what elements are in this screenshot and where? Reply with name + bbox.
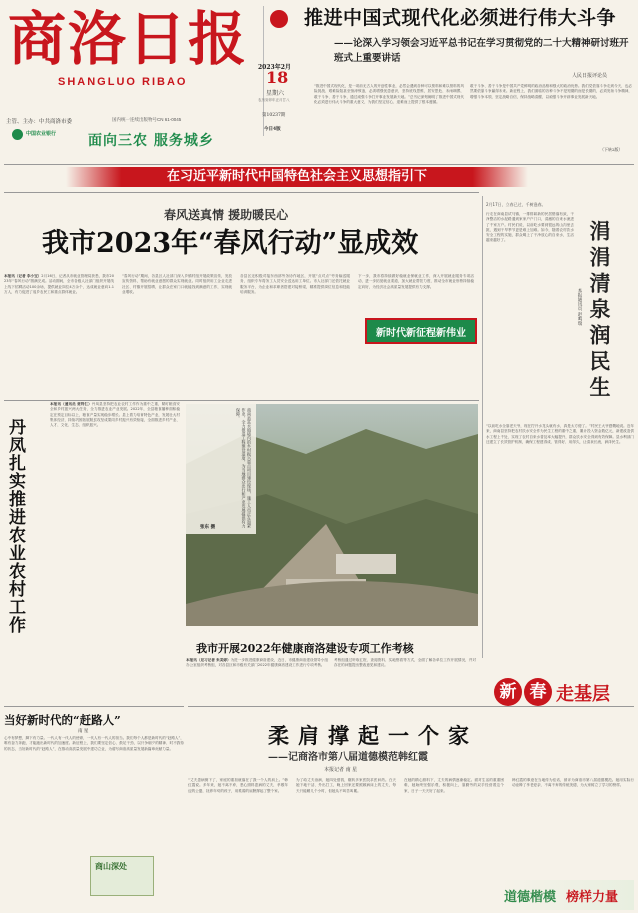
photo-credit: 张东 摄 [200, 525, 216, 530]
road-title: 当好新时代的“赶路人” [4, 713, 121, 727]
family-divider [188, 706, 634, 707]
new-spring-banner [490, 676, 630, 716]
farm-body: 本报讯（通讯员 贾利仁）丹凤县坚持把农业农村工作作为重中之重，紧盯粮食安全和乡村振兴两大任务，全力推进农业产业发展。2022年，全县粮食播种面积稳定在预定目标以上，粮食产量实现稳步增长。县上着力培育特色产业，发展壮大村集体经济，持续巩固拓展脱贫攻坚成果同乡村振兴有效衔接，全面推进乡村产业、人才、文化、生态、组织振兴。 [50, 402, 180, 428]
lead-source: 人民日报评论员 [572, 73, 608, 79]
side-title [584, 220, 620, 430]
top-divider [4, 164, 634, 165]
footer-ad-text: 道德楷模 [504, 890, 557, 905]
masthead-title: 商洛日报 [8, 5, 249, 73]
side-byline: 本报通讯员 赵鸣瑞 [577, 288, 582, 326]
issue-number: 第10237期 [262, 113, 286, 118]
bank-name: 中国农业银行 [26, 131, 57, 137]
new-spring-char-2: 春 [524, 678, 552, 706]
photo-caption-box [186, 404, 256, 534]
news-photo [186, 404, 478, 626]
lead-body-left: “推进中国式现代化，是一项前无古人的开创性事业，必然会遇到各种可以预料和难以预料的风险挑战、艰难险阻甚至惊涛骇浪，必须增强忧患意识，坚持底线思维，居安思危、未雨绸缪，敢于斗争、善于斗争，通过顽强斗争打开事业发展新天地。”总书记深刻阐明了推进中国式现代化必须进行伟大斗争的重大意义，为我们坚定信心、迎难而上提供了根本遵循。 [314, 84, 464, 104]
ad-slogan: 面向三农 服务城乡 [88, 133, 214, 149]
masthead-pinyin: SHANGLUO RIBAO [58, 76, 188, 88]
family-title: 柔肩撑起一个家 [268, 723, 478, 748]
side-column [486, 196, 634, 656]
main-col-2: “春风行动”期间，各县区人社部门深入乡镇村组开展政策宣传，发放宣传资料，帮助有就业意愿的群众实现就业。同时组织用工企业走进社区、村镇开展招聘，让群众在家门口就能找到满意的工作，实现就业增收。 [122, 274, 232, 294]
health-byline: 本报讯（见习记者 朱美婷） [186, 658, 231, 662]
road-author: 南 星 [78, 729, 89, 734]
date-month: 2023年2月 [258, 64, 291, 71]
date-day: 18 [266, 68, 289, 87]
main-kicker: 春风送真情 援助暖民心 [164, 208, 289, 222]
family-col-2: 为了给丈夫治病，她四处借钱，辗转多家医院求医问药。白天她下地干活、外出打工，晚上回家还要照顾病床上的丈夫，每天只能睡几个小时，但她从不叫苦叫累。 [296, 778, 396, 793]
farm-divider [4, 400, 479, 401]
page-count: 今日4版 [264, 127, 281, 132]
health-body-2: 考核组通过听取汇报、查阅资料、实地察看等方式，全面了解各单位工作开展情况，并对存在的问题提出整改意见和建议。 [334, 658, 476, 668]
health-story [186, 628, 478, 700]
side-column-rule [482, 196, 483, 658]
farm-story [4, 402, 184, 632]
family-byline: 本报记者 南 星 [324, 767, 358, 773]
ideology-banner-text: 在习近平新时代中国特色社会主义思想指引下 [166, 169, 427, 184]
new-era-text: 新时代新征程新伟业 [376, 328, 466, 339]
bank-ad [8, 128, 258, 158]
family-col-3: 在她的精心照料下，丈夫的病情逐渐稳定。面对生活的重重困难，她始终坚强乐观，积极向上，靠勤劳的双手经营着这个家，日子一天天好了起来。 [404, 778, 504, 793]
family-subtitle: ——记商洛市第八届道德模范韩红霞 [268, 752, 428, 763]
new-spring-rest: 走基层 [556, 684, 610, 705]
side-body-2: “以前吃水全靠老天爷，现在拧开水龙头就有水，真是太方便了。”村民王大爷感慨地说。近年来，商南县坚持把农村饮水安全作为民生工程的重中之重，累计投入资金数亿元，新建改造供水工程上千处，实现了农村自来水普及率大幅提升，群众饮水安全得到有效保障。县水利部门还建立了长效管护机制，确保工程建得成、管得好、用得久，让清泉长流，润泽民生。 [486, 424, 634, 444]
side-title-text: 涓涓清泉润民生 [587, 220, 612, 402]
new-era-box [365, 318, 477, 344]
new-spring-char-1: 新 [494, 678, 522, 706]
health-body-1: 本报讯（见习记者 朱美婷）为进一步推进健康商洛建设，近日，市健康商洛建设领导小组办公室组织考核组，对各县区和市级有关部门2022年健康商洛建设工作进行专项考核。 [186, 658, 328, 668]
bank-logo-icon [12, 129, 23, 140]
lead-subtitle: ——论深入学习领会习近平总书记在学习贯彻党的二十大精神研讨班开班式上重要讲话 [334, 38, 629, 64]
lunar-date: 农历癸卯年正月廿八 [258, 98, 290, 102]
side-body-1: 行走在商南县试马镇，一排排崭新的民居错落有致，干净整洁的水泥路通到家家户户门口，清澈的自来水流进了千家万户。村民们说，以前吃水要到很远的山沟里去挑，遇到干旱季节更是难上加难。如今，随着农村饮水安全工程的实施，群众喝上了干净放心的自来水，生活越来越好了。 [486, 212, 574, 243]
lead-continued: （下转2版） [600, 147, 623, 152]
farm-byline: 本报讯（通讯员 贾利仁） [50, 402, 92, 406]
main-byline: 本报讯（记者 李小宝） [4, 274, 42, 278]
masthead-code: 国内统一连续出版物号CN 61-0045 [112, 117, 182, 122]
main-story [4, 196, 478, 396]
road-body: 心中有梦想，脚下有力量。一代人有一代人的使命，一代人有一代人的担当。我们每个人都是新时代的“赶路人”，唯有奋力奔跑，才能跑出新时代的加速度。新征程上，我们要坚定信心、鼓足干劲，以只争朝夕的精神、时不我待的状态，当好新时代的“赶路人”，在推动高质量发展中建功立业，为谱写商洛高质量发展新篇章贡献力量。 [4, 736, 184, 751]
main-col-4: 下一步，我市将持续做好稳就业保就业工作，深入开展就业服务专项活动，进一步拓宽就业渠道，加大就业帮扶力度，推动全市就业形势持续稳定向好，为经济社会高质量发展提供有力支撑。 [358, 274, 474, 289]
health-title: 我市开展2022年健康商洛建设专项工作考核 [196, 642, 414, 655]
photo-caption-text: 商南县富水镇境内的乡村振兴重点项目建设现场，施工人员正在加紧作业，全力推进工程建设进度，为当地群众出行和产业发展提供有力保障。 [236, 408, 252, 528]
road-ad [90, 856, 154, 896]
masthead-sponsor: 主管、主办：中共商洛市委 [6, 119, 73, 125]
lead-body-right: 敢于斗争、善于斗争是中国共产党鲜明的政治品格和强大的政治优势。我们党依靠斗争走到今天，也必然要依靠斗争赢得未来。新征程上，我们面临的各种斗争不是短期的而是长期的，必须发扬斗争精神，增强斗争本领，坚定战略自信，保持战略清醒，以顽强斗争开辟事业发展新天地。 [470, 84, 632, 99]
lead-title: 推进中国式现代化必须进行伟大斗争 [304, 7, 617, 29]
date-weekday: 星期六 [266, 90, 285, 97]
main-title: 我市2023年“春风行动”显成效 [42, 228, 419, 259]
banner-divider [4, 192, 479, 193]
footer-ad [500, 880, 634, 910]
farm-title-text: 丹凤扎实推进农业农村工作 [5, 418, 25, 634]
family-col-4: 韩红霞的事迹在当地传为佳话，被评为商洛市第八届道德模范。她用实际行动诠释了孝老爱亲、不离不弃的传统美德，为大家树立了学习的榜样。 [512, 778, 634, 788]
farm-title [4, 418, 44, 638]
ideology-banner [66, 167, 528, 187]
lead-editorial [300, 4, 634, 152]
road-ad-label: 商山深处 [95, 861, 127, 871]
footer-ad-extra: 榜样力量 [566, 890, 619, 905]
date-emblem-icon [270, 10, 288, 28]
family-col-1: “丈夫患病倒下了，家庭的重担就落在了我一个人的肩上。”韩红霞说。多年来，她不离不弃，悉心照料患病的丈夫，孝敬年迈的公婆，抚养年幼的孩子，用柔弱的肩膀撑起了整个家。 [188, 778, 288, 793]
road-story [4, 712, 184, 910]
side-date-line: 2月17日，立春已过，千树逢春。 [486, 202, 546, 207]
road-divider [4, 706, 184, 707]
main-col-1: 本报讯（记者 李小宝）2月16日，记者从市就业管理局获悉，我市2023年“春风行动”圆满完成。活动期间，全市各级人社部门组织开展线上线下招聘活动100余场，提供就业岗位4万余个，达成就业意向1.1万人，有力促进了返乡农民工和重点群体就业。 [4, 274, 114, 294]
main-col-3: 各县区还积极对接东西部劳务协作地区，开展“点对点”劳务输送服务，组织专车将务工人员安全送达用工单位。市人社部门还依托就业服务平台，为企业和求职者搭建对接桥梁，精准提供岗位信息和技能培训服务。 [240, 274, 350, 294]
